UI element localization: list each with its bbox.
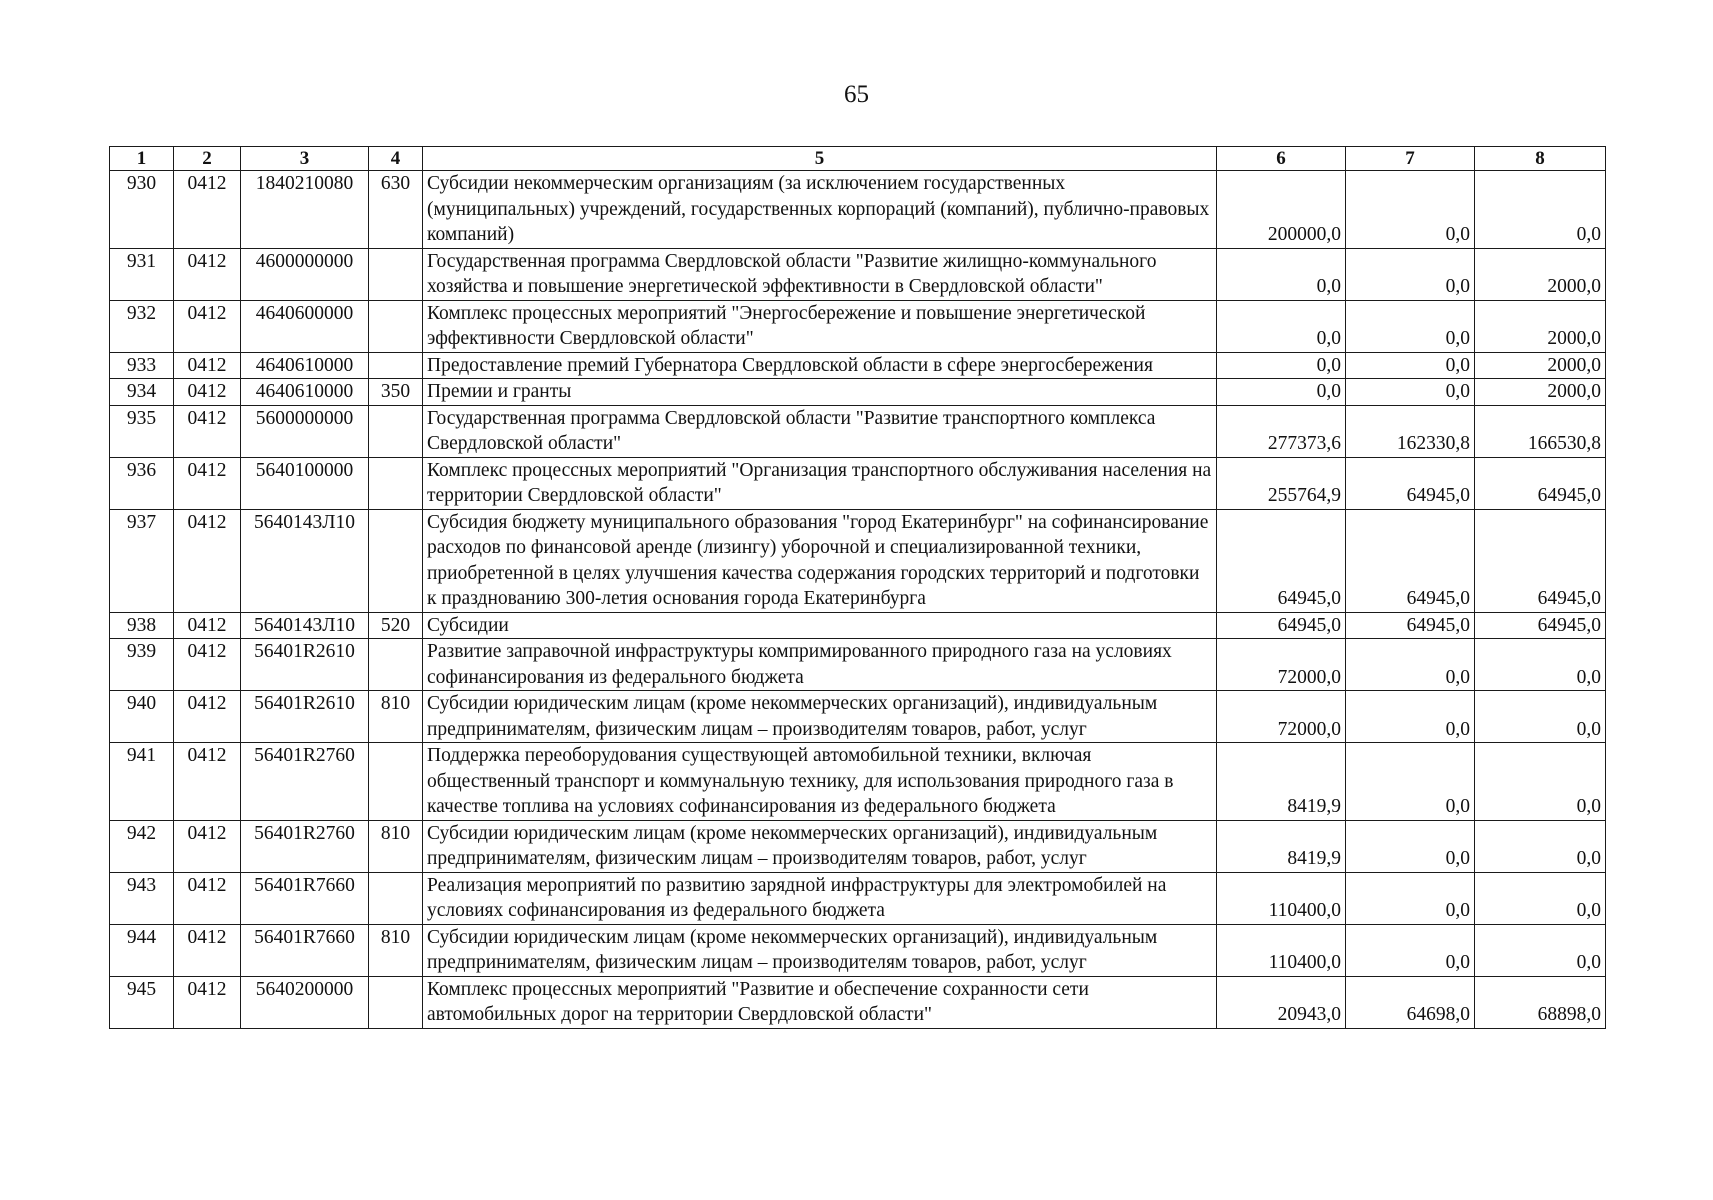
target-article-code: 4640610000: [241, 352, 369, 379]
amount-col-7: 0,0: [1346, 924, 1475, 976]
expense-type-code: [369, 457, 423, 509]
amount-col-6: 110400,0: [1217, 924, 1346, 976]
table-row: [110, 509, 1606, 612]
section-code: 0412: [174, 248, 241, 300]
table-row: [110, 924, 1606, 976]
row-number: 942: [110, 820, 174, 872]
header-row: [110, 147, 1606, 171]
item-name: Комплекс процессных мероприятий "Организация транспортного обслуживания населения на территории Свердловской области": [423, 457, 1217, 509]
header-col-2: 2: [174, 147, 241, 171]
amount-col-8: 2000,0: [1475, 248, 1606, 300]
amount-col-8: 2000,0: [1475, 379, 1606, 406]
row-number: 937: [110, 509, 174, 612]
row-number: 938: [110, 612, 174, 639]
target-article-code: 4640600000: [241, 300, 369, 352]
amount-col-8: 0,0: [1475, 820, 1606, 872]
header-col-6: 6: [1217, 147, 1346, 171]
amount-col-8: 0,0: [1475, 872, 1606, 924]
header-col-7: 7: [1346, 147, 1475, 171]
amount-col-6: 20943,0: [1217, 976, 1346, 1028]
amount-col-7: 64698,0: [1346, 976, 1475, 1028]
expense-type-code: [369, 405, 423, 457]
section-code: 0412: [174, 743, 241, 821]
amount-col-6: 72000,0: [1217, 691, 1346, 743]
amount-col-8: 2000,0: [1475, 300, 1606, 352]
item-name: Развитие заправочной инфраструктуры компримированного природного газа на условиях софинансирования из федерального бюджета: [423, 639, 1217, 691]
amount-col-8: 0,0: [1475, 924, 1606, 976]
header-col-1: 1: [110, 147, 174, 171]
row-number: 930: [110, 171, 174, 249]
expense-type-code: [369, 639, 423, 691]
row-number: 945: [110, 976, 174, 1028]
table-row: [110, 352, 1606, 379]
table-row: [110, 976, 1606, 1028]
row-number: 943: [110, 872, 174, 924]
amount-col-6: 0,0: [1217, 352, 1346, 379]
budget-table: [109, 146, 1606, 1029]
amount-col-7: 0,0: [1346, 352, 1475, 379]
amount-col-7: 64945,0: [1346, 509, 1475, 612]
amount-col-8: 0,0: [1475, 639, 1606, 691]
item-name: Государственная программа Свердловской области "Развитие транспортного комплекса Свердловской области": [423, 405, 1217, 457]
table-row: [110, 872, 1606, 924]
item-name: Комплекс процессных мероприятий "Энергосбережение и повышение энергетической эффективности Свердловской области": [423, 300, 1217, 352]
target-article-code: 56401R7660: [241, 872, 369, 924]
amount-col-7: 0,0: [1346, 691, 1475, 743]
amount-col-6: 0,0: [1217, 248, 1346, 300]
amount-col-7: 0,0: [1346, 820, 1475, 872]
item-name: Субсидия бюджету муниципального образования "город Екатеринбург" на софинансирование расходов по финансовой аренде (лизингу) уборочной и специализированной техники, приобретенной в целях улучшения качества содержания городских территорий и подготовки к празднованию 300-летия основания города Екатеринбурга: [423, 509, 1217, 612]
amount-col-8: 2000,0: [1475, 352, 1606, 379]
page-number: 65: [844, 81, 869, 108]
amount-col-7: 0,0: [1346, 872, 1475, 924]
section-code: 0412: [174, 639, 241, 691]
section-code: 0412: [174, 820, 241, 872]
header-col-8: 8: [1475, 147, 1606, 171]
item-name: Комплекс процессных мероприятий "Развитие и обеспечение сохранности сети автомобильных дорог на территории Свердловской области": [423, 976, 1217, 1028]
amount-col-7: 0,0: [1346, 248, 1475, 300]
expense-type-code: 520: [369, 612, 423, 639]
row-number: 944: [110, 924, 174, 976]
row-number: 931: [110, 248, 174, 300]
expense-type-code: 630: [369, 171, 423, 249]
section-code: 0412: [174, 691, 241, 743]
target-article-code: 56401R2610: [241, 691, 369, 743]
row-number: 934: [110, 379, 174, 406]
section-code: 0412: [174, 612, 241, 639]
row-number: 940: [110, 691, 174, 743]
target-article-code: 4640610000: [241, 379, 369, 406]
amount-col-6: 0,0: [1217, 300, 1346, 352]
target-article-code: 56401R2610: [241, 639, 369, 691]
amount-col-8: 166530,8: [1475, 405, 1606, 457]
table-row: [110, 691, 1606, 743]
target-article-code: 5640200000: [241, 976, 369, 1028]
amount-col-7: 0,0: [1346, 743, 1475, 821]
expense-type-code: 810: [369, 691, 423, 743]
section-code: 0412: [174, 976, 241, 1028]
header-col-4: 4: [369, 147, 423, 171]
target-article-code: 5600000000: [241, 405, 369, 457]
amount-col-8: 0,0: [1475, 171, 1606, 249]
expense-type-code: [369, 300, 423, 352]
table-row: [110, 405, 1606, 457]
row-number: 939: [110, 639, 174, 691]
amount-col-6: 72000,0: [1217, 639, 1346, 691]
table-row: [110, 820, 1606, 872]
target-article-code: 56401R7660: [241, 924, 369, 976]
section-code: 0412: [174, 171, 241, 249]
section-code: 0412: [174, 300, 241, 352]
expense-type-code: 810: [369, 820, 423, 872]
amount-col-6: 277373,6: [1217, 405, 1346, 457]
expense-type-code: 810: [369, 924, 423, 976]
item-name: Поддержка переоборудования существующей автомобильной техники, включая общественный транспорт и коммунальную технику, для использования природного газа в качестве топлива на условиях софинансирования из федерального бюджета: [423, 743, 1217, 821]
amount-col-6: 200000,0: [1217, 171, 1346, 249]
amount-col-8: 64945,0: [1475, 612, 1606, 639]
target-article-code: 56401R2760: [241, 820, 369, 872]
section-code: 0412: [174, 405, 241, 457]
section-code: 0412: [174, 509, 241, 612]
item-name: Субсидии: [423, 612, 1217, 639]
amount-col-8: 64945,0: [1475, 509, 1606, 612]
target-article-code: 56401R2760: [241, 743, 369, 821]
expense-type-code: [369, 872, 423, 924]
target-article-code: 5640143Л10: [241, 612, 369, 639]
amount-col-6: 64945,0: [1217, 612, 1346, 639]
amount-col-7: 64945,0: [1346, 612, 1475, 639]
amount-col-7: 0,0: [1346, 171, 1475, 249]
table-row: [110, 171, 1606, 249]
table-row: [110, 457, 1606, 509]
section-code: 0412: [174, 924, 241, 976]
section-code: 0412: [174, 379, 241, 406]
table-row: [110, 743, 1606, 821]
section-code: 0412: [174, 872, 241, 924]
item-name: Субсидии некоммерческим организациям (за исключением государственных (муниципальных) учреждений, государственных корпораций (компаний), публично-правовых компаний): [423, 171, 1217, 249]
expense-type-code: [369, 976, 423, 1028]
amount-col-7: 0,0: [1346, 379, 1475, 406]
item-name: Реализация мероприятий по развитию зарядной инфраструктуры для электромобилей на условиях софинансирования из федерального бюджета: [423, 872, 1217, 924]
amount-col-6: 8419,9: [1217, 743, 1346, 821]
section-code: 0412: [174, 457, 241, 509]
target-article-code: 5640143Л10: [241, 509, 369, 612]
item-name: Премии и гранты: [423, 379, 1217, 406]
amount-col-8: 0,0: [1475, 743, 1606, 821]
amount-col-6: 0,0: [1217, 379, 1346, 406]
amount-col-6: 8419,9: [1217, 820, 1346, 872]
amount-col-7: 64945,0: [1346, 457, 1475, 509]
row-number: 941: [110, 743, 174, 821]
expense-type-code: [369, 248, 423, 300]
item-name: Предоставление премий Губернатора Свердловской области в сфере энергосбережения: [423, 352, 1217, 379]
table-row: [110, 300, 1606, 352]
table-body: [110, 171, 1606, 1029]
target-article-code: 1840210080: [241, 171, 369, 249]
table-row: [110, 379, 1606, 406]
section-code: 0412: [174, 352, 241, 379]
table-row: [110, 248, 1606, 300]
table-row: [110, 612, 1606, 639]
amount-col-8: 68898,0: [1475, 976, 1606, 1028]
amount-col-6: 110400,0: [1217, 872, 1346, 924]
header-col-5: 5: [423, 147, 1217, 171]
row-number: 935: [110, 405, 174, 457]
item-name: Субсидии юридическим лицам (кроме некоммерческих организаций), индивидуальным предпринимателям, физическим лицам – производителям товаров, работ, услуг: [423, 691, 1217, 743]
expense-type-code: 350: [369, 379, 423, 406]
amount-col-7: 0,0: [1346, 300, 1475, 352]
target-article-code: 4600000000: [241, 248, 369, 300]
table-header: [110, 147, 1606, 171]
amount-col-8: 0,0: [1475, 691, 1606, 743]
amount-col-7: 0,0: [1346, 639, 1475, 691]
table-row: [110, 639, 1606, 691]
amount-col-8: 64945,0: [1475, 457, 1606, 509]
expense-type-code: [369, 352, 423, 379]
row-number: 933: [110, 352, 174, 379]
item-name: Субсидии юридическим лицам (кроме некоммерческих организаций), индивидуальным предпринимателям, физическим лицам – производителям товаров, работ, услуг: [423, 924, 1217, 976]
row-number: 932: [110, 300, 174, 352]
expense-type-code: [369, 743, 423, 821]
row-number: 936: [110, 457, 174, 509]
item-name: Государственная программа Свердловской области "Развитие жилищно-коммунального хозяйства и повышение энергетической эффективности в Свердловской области": [423, 248, 1217, 300]
target-article-code: 5640100000: [241, 457, 369, 509]
amount-col-7: 162330,8: [1346, 405, 1475, 457]
amount-col-6: 64945,0: [1217, 509, 1346, 612]
header-col-3: 3: [241, 147, 369, 171]
item-name: Субсидии юридическим лицам (кроме некоммерческих организаций), индивидуальным предпринимателям, физическим лицам – производителям товаров, работ, услуг: [423, 820, 1217, 872]
amount-col-6: 255764,9: [1217, 457, 1346, 509]
expense-type-code: [369, 509, 423, 612]
